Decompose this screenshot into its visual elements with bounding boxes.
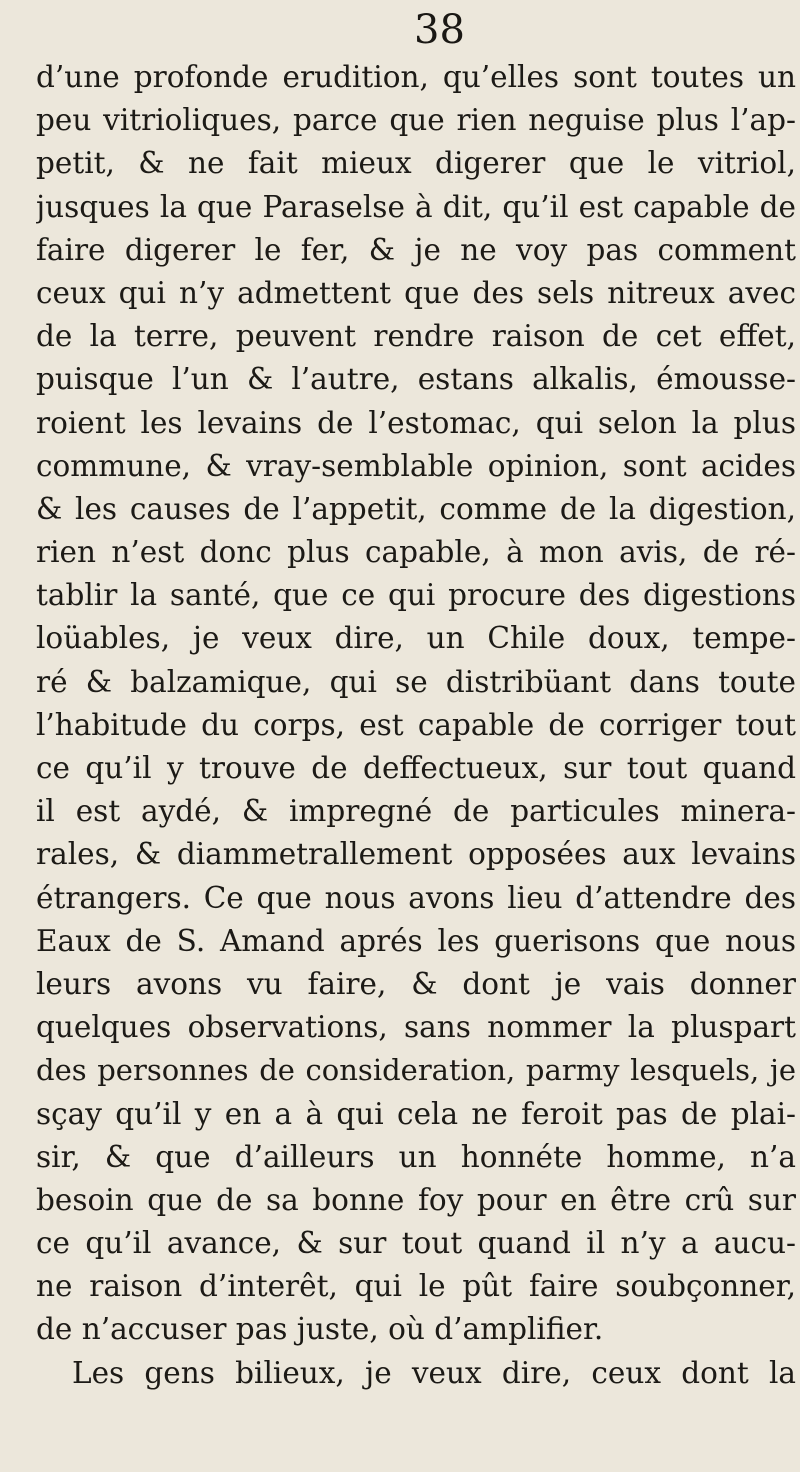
body-text xyxy=(36,56,796,1395)
text-line: de n’accuser pas juste, où d’amplifier. xyxy=(36,1312,604,1347)
text-line: ceux qui n’y admettent que des sels nitreux avec xyxy=(36,275,796,310)
text-line: jusques la que Paraselse à dit, qu’il est capable de xyxy=(36,189,796,224)
text-line: commune, & vray-semblable opinion, sont acides xyxy=(36,448,796,483)
text-line: des personnes de consideration, parmy lesquels, je xyxy=(36,1053,796,1088)
text-line: d’une profonde erudition, qu’elles sont toutes un xyxy=(36,60,796,94)
text-line: rales, & diammetrallement opposées aux levains xyxy=(36,837,796,872)
text-line: faire digerer le fer, & je ne voy pas comment xyxy=(36,232,796,267)
text-line: leurs avons vu faire, & dont je vais donner xyxy=(36,966,796,1001)
text-line: Eaux de S. Amand aprés les guerisons que nous xyxy=(36,923,796,958)
text-line: peu vitrioliques, parce que rien neguise plus l’ap- xyxy=(36,103,796,138)
text-line: rien n’est donc plus capable, à mon avis, de ré- xyxy=(36,535,796,570)
text-line: il est aydé, & impregné de particules minera- xyxy=(36,794,796,829)
text-line: ne raison d’interêt, qui le pût faire soubçonner, xyxy=(36,1269,796,1304)
text-line: tablir la santé, que ce qui procure des digestions xyxy=(36,578,796,613)
text-line: petit, & ne fait mieux digerer que le vitriol, xyxy=(36,146,796,181)
text-line: sçay qu’il y en a à qui cela ne feroit pas de plai- xyxy=(36,1096,796,1131)
text-line: ré & balzamique, qui se distribüant dans toute xyxy=(36,664,796,699)
text-line: besoin que de sa bonne foy pour en être crû sur xyxy=(36,1182,796,1217)
text-line: & les causes de l’appetit, comme de la digestion, xyxy=(36,491,796,526)
text-line: roient les levains de l’estomac, qui selon la plus xyxy=(36,405,796,440)
text-line: sir, & que d’ailleurs un honnéte homme, n’a xyxy=(36,1139,796,1174)
text-line: quelques observations, sans nommer la pluspart xyxy=(36,1010,796,1045)
text-line: loüables, je veux dire, un Chile doux, tempe- xyxy=(36,621,796,656)
text-line: ce qu’il avance, & sur tout quand il n’y a aucu- xyxy=(36,1226,796,1261)
text-line: l’habitude du corps, est capable de corriger tout xyxy=(36,707,796,742)
text-line: puisque l’un & l’autre, estans alkalis, émousse- xyxy=(36,362,796,397)
text-line: de la terre, peuvent rendre raison de cet effet, xyxy=(36,319,796,354)
page-number: 38 xyxy=(414,7,465,53)
text-line: étrangers. Ce que nous avons lieu d’attendre des xyxy=(36,880,796,915)
text-line: Les gens bilieux, je veux dire, ceux dont la xyxy=(72,1355,796,1390)
text-line: ce qu’il y trouve de deffectueux, sur tout quand xyxy=(36,751,796,785)
